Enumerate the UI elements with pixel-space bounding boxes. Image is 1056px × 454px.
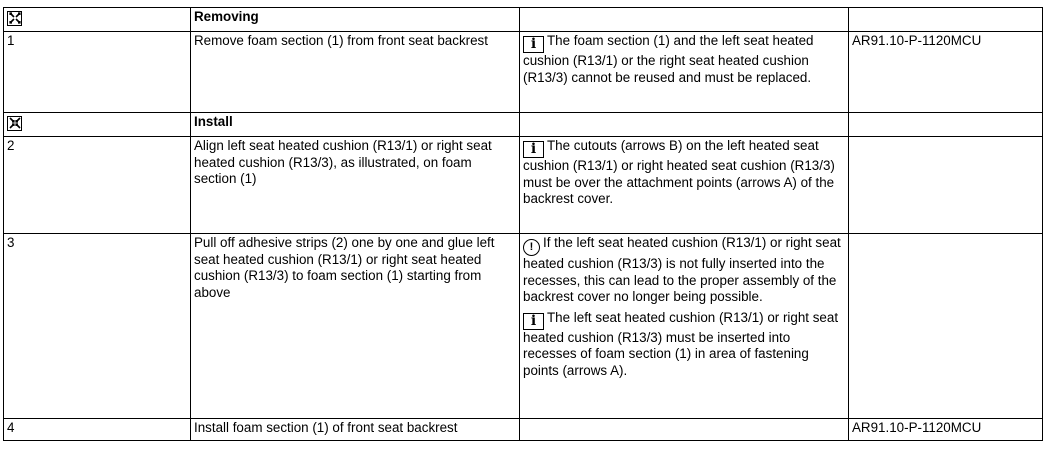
table-row-step-3 (4, 234, 1043, 419)
step-number: 2 (4, 137, 191, 234)
info-note (523, 138, 845, 208)
warning-icon: ! (523, 239, 540, 256)
notes-cell (520, 8, 849, 32)
section-icon-cell (4, 8, 191, 32)
notes-cell (520, 32, 849, 113)
step-number: 3 (4, 234, 191, 419)
step-instruction: Install foam section (1) of front seat backrest (191, 419, 520, 441)
reference-link[interactable]: AR91.10-P-1120MCU (849, 32, 1043, 113)
note-text: The left seat heated cushion (R13/1) or right seat heated cushion (R13/3) must be inserted into recesses of foam section (1) in area of fastening points (arrows A). (523, 309, 839, 378)
table-row-install-header (4, 113, 1043, 137)
step-instruction: Remove foam section (1) from front seat backrest (191, 32, 520, 113)
reference-cell (849, 234, 1043, 419)
step-instruction: Align left seat heated cushion (R13/1) or right seat heated cushion (R13/3), as illustrated, on foam section (1) (191, 137, 520, 234)
table-row-step-4 (4, 419, 1043, 441)
reference-link[interactable]: AR91.10-P-1120MCU (849, 419, 1043, 441)
section-title: Removing (191, 8, 520, 32)
table-row-step-1 (4, 32, 1043, 113)
warning-note (523, 235, 845, 306)
notes-cell (520, 137, 849, 234)
table-row-removing-header (4, 8, 1043, 32)
step-number: 1 (4, 32, 191, 113)
info-icon: i (523, 313, 544, 330)
note-text: If the left seat heated cushion (R13/1) or right seat heated cushion (R13/3) is not fully inserted into the recesses, this can lead to the proper assembly of the backrest cover no longer being possible. (523, 235, 841, 305)
work-procedure-table (3, 7, 1043, 441)
notes-cell (520, 113, 849, 137)
table-row-step-2 (4, 137, 1043, 234)
reference-cell (849, 113, 1043, 137)
info-note (523, 33, 845, 86)
step-instruction: Pull off adhesive strips (2) one by one and glue left seat heated cushion (R13/1) or right seat heated cushion (R13/3) to foam section (1) starting from above (191, 234, 520, 419)
section-icon-cell (4, 113, 191, 137)
info-icon: i (523, 141, 544, 158)
notes-cell (520, 419, 849, 441)
reference-cell (849, 137, 1043, 234)
notes-cell (520, 234, 849, 419)
section-title: Install (191, 113, 520, 137)
remove-icon (7, 11, 22, 26)
install-icon (7, 116, 22, 131)
note-text: The foam section (1) and the left seat heated cushion (R13/1) or the right seat heated cushion (R13/3) cannot be reused and must be replaced. (523, 33, 814, 85)
note-text: The cutouts (arrows B) on the left heated seat cushion (R13/1) or right heated seat cushion (R13/3) must be over the attachment points (arrows A) of the backrest cover. (523, 138, 835, 207)
info-icon: i (523, 36, 544, 53)
step-number: 4 (4, 419, 191, 441)
reference-cell (849, 8, 1043, 32)
info-note (523, 310, 845, 380)
